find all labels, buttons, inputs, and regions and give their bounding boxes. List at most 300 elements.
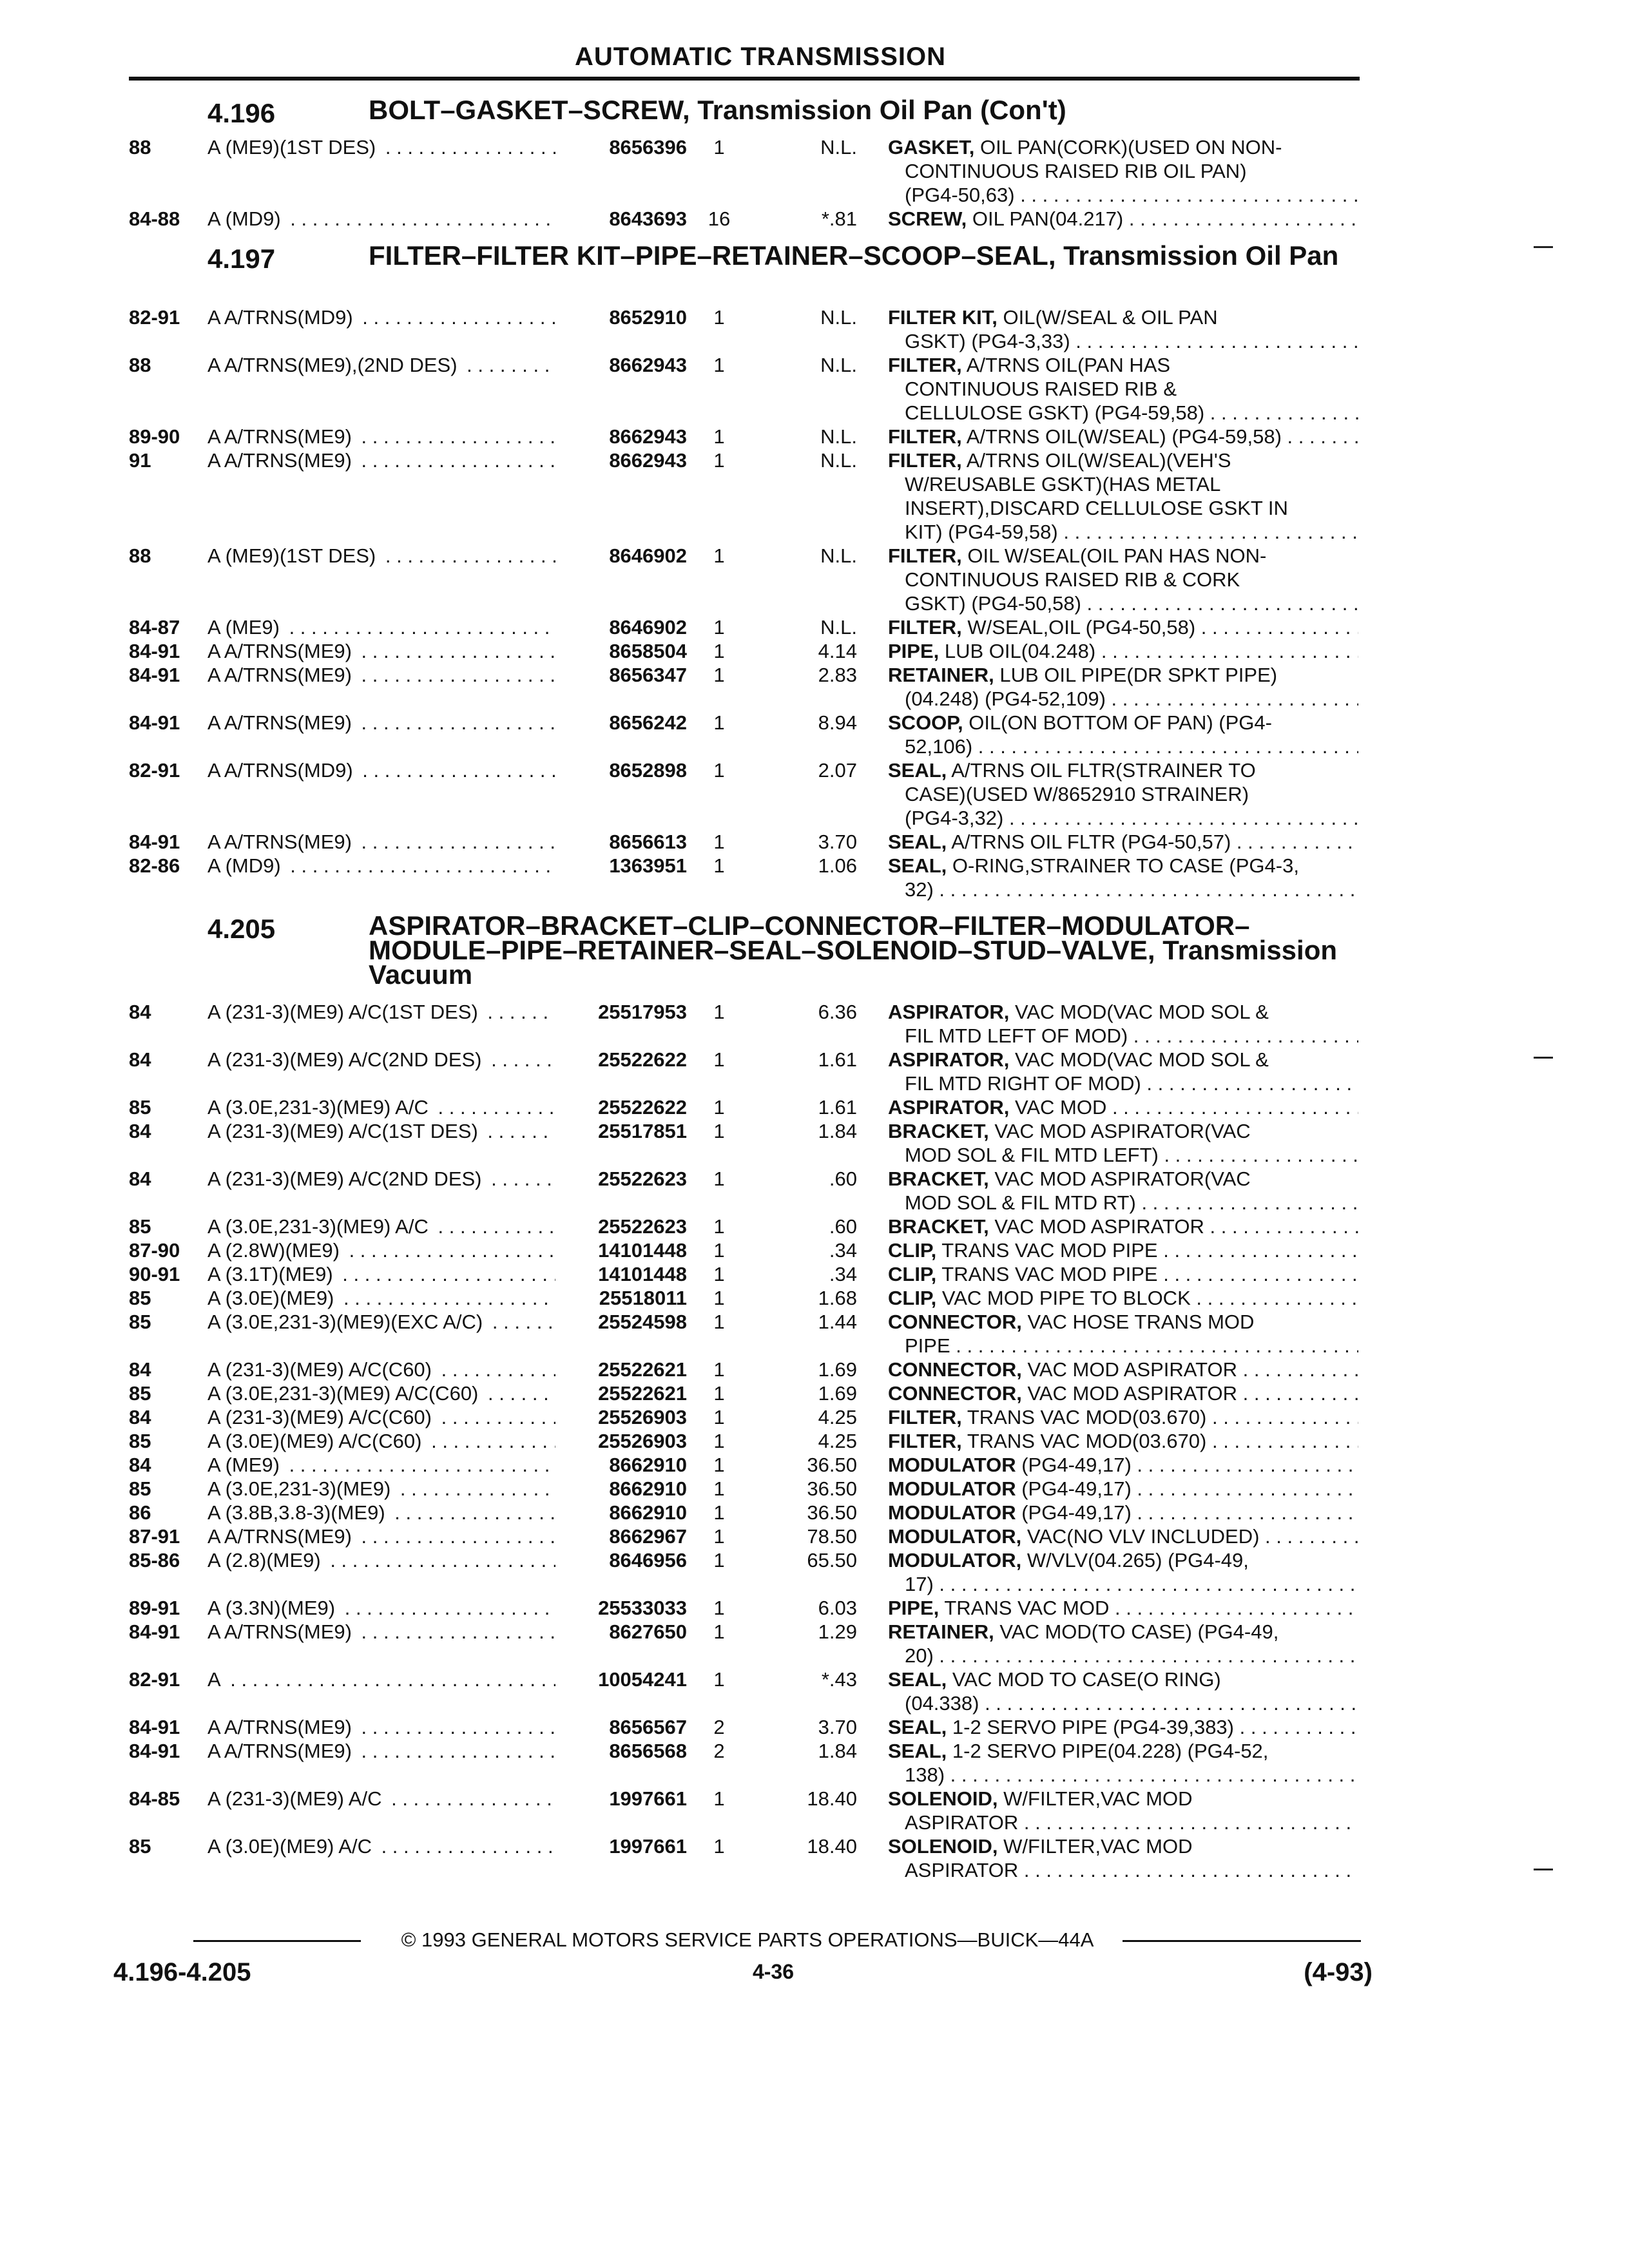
model-years: 84-91 [129, 831, 180, 853]
part-name-detail: LUB OIL(04.248) [944, 640, 1096, 662]
part-name [888, 305, 1358, 353]
part-name-line [888, 663, 1358, 687]
application-text: A [207, 1668, 225, 1691]
part-name [888, 830, 1358, 854]
price: N.L. [820, 136, 857, 159]
part-number: 25526903 [598, 1430, 687, 1452]
part-name-detail: OIL W/SEAL(OIL PAN HAS NON- [967, 544, 1267, 567]
quantity: 1 [713, 544, 725, 567]
price: 78.50 [807, 1525, 857, 1548]
application-description [207, 353, 555, 377]
model-years: 85 [129, 1215, 151, 1238]
model-years: 82-86 [129, 854, 180, 877]
part-name-line: ASPIRATOR . . . [888, 1811, 1358, 1834]
quantity: 1 [713, 1620, 725, 1643]
part-name [888, 1119, 1358, 1167]
application-text: A A/TRNS(ME9) [207, 640, 356, 662]
part-name-keyword: SEAL, [888, 854, 947, 877]
application-description [207, 1453, 555, 1477]
part-number: 8646956 [609, 1549, 687, 1571]
section-title [369, 240, 1361, 271]
part-name-keyword: ASPIRATOR, [888, 1096, 1010, 1119]
part-name-keyword: FILTER, [888, 616, 962, 639]
application-text: A (ME9) [207, 1454, 284, 1476]
price: 1.69 [818, 1382, 857, 1405]
part-number: 25517851 [598, 1120, 687, 1142]
section-title [369, 910, 1361, 990]
footer-revision-date: (4-93) [1304, 1958, 1373, 1986]
part-name-keyword: CLIP, [888, 1239, 937, 1262]
part-name-detail: VAC MOD TO CASE(O RING) [952, 1668, 1221, 1691]
application-text: A (231-3)(ME9) A/C(1ST DES) [207, 1120, 482, 1142]
part-name-line [888, 1238, 1358, 1262]
section-number: 4.205 [207, 914, 276, 944]
part-name [888, 1596, 1358, 1620]
part-name-line [888, 1453, 1358, 1477]
part-name [888, 711, 1358, 758]
part-name-line [888, 1286, 1358, 1310]
part-name-line: GSKT) (PG4-50,58) . . . [888, 591, 1358, 615]
part-name-detail: A/TRNS OIL FLTR(STRAINER TO [951, 759, 1256, 782]
part-name-line: (04.338) . . . [888, 1691, 1358, 1715]
quantity: 1 [713, 1787, 725, 1810]
price: 1.61 [818, 1096, 857, 1119]
part-number: 25533033 [598, 1597, 687, 1619]
part-name-keyword: PIPE, [888, 640, 940, 662]
model-years: 84-85 [129, 1787, 180, 1810]
part-name-detail: 1-2 SERVO PIPE(04.228) (PG4-52, [952, 1740, 1269, 1762]
application-text: A A/TRNS(MD9) [207, 306, 357, 329]
part-name-keyword: MODULATOR [888, 1477, 1016, 1500]
quantity: 1 [713, 1120, 725, 1142]
part-name [888, 1453, 1358, 1477]
part-name-detail: W/SEAL,OIL (PG4-50,58) [967, 616, 1196, 639]
model-years: 89-90 [129, 425, 180, 448]
part-name-line [888, 1739, 1358, 1763]
part-number: 8643693 [609, 207, 687, 230]
part-name-line [888, 135, 1358, 159]
part-number: 8656568 [609, 1740, 687, 1762]
quantity: 2 [713, 1716, 725, 1738]
part-name-detail: (PG4-49,17) [1021, 1454, 1132, 1476]
application-description [207, 1596, 555, 1620]
application-text: A (231-3)(ME9) A/C(C60) [207, 1358, 436, 1381]
part-name-detail: A/TRNS OIL(PAN HAS [966, 354, 1171, 376]
model-years: 82-91 [129, 759, 180, 782]
part-name [888, 207, 1358, 231]
part-name-line [888, 1429, 1358, 1453]
part-name [888, 544, 1358, 615]
part-name [888, 1787, 1358, 1834]
part-name-detail: TRANS VAC MOD [944, 1597, 1110, 1619]
part-name-keyword: SEAL, [888, 831, 947, 853]
model-years: 84 [129, 1120, 151, 1142]
model-years: 91 [129, 449, 151, 472]
model-years: 84-91 [129, 1620, 180, 1643]
part-name-detail: OIL(W/SEAL & OIL PAN [1003, 306, 1218, 329]
quantity: 1 [713, 1263, 725, 1285]
part-name-keyword: RETAINER, [888, 1620, 994, 1643]
part-number: 25524598 [598, 1311, 687, 1333]
footer-copyright: © 1993 GENERAL MOTORS SERVICE PARTS OPERATIONS—BUICK—44A [401, 1928, 1094, 1951]
model-years: 84 [129, 1001, 151, 1023]
model-years: 82-91 [129, 1668, 180, 1691]
application-description [207, 1501, 555, 1524]
part-name [888, 1381, 1358, 1405]
price: 1.69 [818, 1358, 857, 1381]
section-title-parts: ASPIRATOR–BRACKET–CLIP–CONNECTOR–FILTER–MODULATOR–MODULE–PIPE–RETAINER–SEAL–SOLENOID–STUD–VALVE, [369, 910, 1250, 965]
part-name-detail: (PG4-49,17) [1021, 1501, 1132, 1524]
part-name-detail: VAC MOD(VAC MOD SOL & [1014, 1048, 1269, 1071]
footer-rule-left [193, 1940, 361, 1942]
application-text: A (MD9) [207, 207, 285, 230]
part-name-line: FIL MTD RIGHT OF MOD) . . . [888, 1072, 1358, 1095]
part-name [888, 1000, 1358, 1048]
part-name-line [888, 1596, 1358, 1620]
model-years: 89-91 [129, 1597, 180, 1619]
application-text: A A/TRNS(ME9) [207, 1620, 356, 1643]
quantity: 1 [713, 354, 725, 376]
price: .60 [829, 1215, 857, 1238]
application-text: A A/TRNS(ME9),(2ND DES) [207, 354, 461, 376]
margin-mark [1534, 1869, 1553, 1870]
application-text: A (231-3)(ME9) A/C [207, 1787, 385, 1810]
part-number: 1997661 [609, 1787, 687, 1810]
part-number: 8662943 [609, 354, 687, 376]
footer-page-number: 4-36 [752, 1960, 795, 1983]
part-name [888, 1167, 1358, 1215]
part-name-line [888, 305, 1358, 329]
price: *.81 [821, 207, 857, 230]
part-number: 14101448 [598, 1239, 687, 1262]
quantity: 1 [713, 1358, 725, 1381]
part-name-line: (PG4-50,63) . . . [888, 183, 1358, 207]
part-name-detail: VAC HOSE TRANS MOD [1027, 1311, 1255, 1333]
part-name-line [888, 1834, 1358, 1858]
part-number: 8662967 [609, 1525, 687, 1548]
quantity: 1 [713, 1835, 725, 1858]
application-description [207, 1477, 555, 1501]
model-years: 85 [129, 1382, 151, 1405]
application-text: A (3.0E,231-3)(ME9) A/C(C60) [207, 1382, 482, 1405]
part-name-line [888, 1000, 1358, 1024]
model-years: 88 [129, 136, 151, 159]
price: N.L. [820, 449, 857, 472]
application-text: A A/TRNS(ME9) [207, 1716, 356, 1738]
section-title-parts: BOLT–GASKET–SCREW, [369, 95, 690, 125]
part-name [888, 1715, 1358, 1739]
part-name-line: CASE)(USED W/8652910 STRAINER) [905, 783, 1249, 805]
part-name-line: (04.248) (PG4-52,109) . . . [888, 687, 1358, 711]
part-number: 25522621 [598, 1358, 687, 1381]
part-name-line [888, 207, 1358, 231]
part-name [888, 1286, 1358, 1310]
part-name-keyword: FILTER, [888, 354, 962, 376]
part-name-keyword: MODULATOR [888, 1501, 1016, 1524]
model-years: 82-91 [129, 306, 180, 329]
part-name-keyword: FILTER KIT, [888, 306, 998, 329]
price: 18.40 [807, 1835, 857, 1858]
part-name [888, 1548, 1358, 1596]
part-name-detail: LUB OIL PIPE(DR SPKT PIPE) [999, 664, 1278, 686]
part-name-line: 52,106) . . . [888, 735, 1358, 758]
part-name [888, 1095, 1358, 1119]
part-name-detail: VAC MOD ASPIRATOR(VAC [994, 1168, 1251, 1190]
application-text: A (MD9) [207, 854, 285, 877]
part-name-line [888, 615, 1358, 639]
quantity: 1 [713, 1668, 725, 1691]
section-number: 4.197 [207, 244, 276, 274]
application-description [207, 1524, 555, 1548]
part-name [888, 425, 1358, 448]
model-years: 84-87 [129, 616, 180, 639]
part-name-detail: VAC(NO VLV INCLUDED) [1027, 1525, 1260, 1548]
part-name-line: CONTINUOUS RAISED RIB OIL PAN) [905, 160, 1247, 182]
part-name [888, 1501, 1358, 1524]
application-text: A A/TRNS(ME9) [207, 831, 356, 853]
part-name-detail: W/FILTER,VAC MOD [1003, 1787, 1193, 1810]
price: 1.61 [818, 1048, 857, 1071]
application-text: A (3.0E)(ME9) A/C(C60) [207, 1430, 425, 1452]
part-name [888, 1262, 1358, 1286]
part-name [888, 1477, 1358, 1501]
part-name-detail: VAC MOD ASPIRATOR(VAC [994, 1120, 1251, 1142]
part-name [888, 1215, 1358, 1238]
part-name [888, 1834, 1358, 1882]
price: N.L. [820, 544, 857, 567]
part-name-detail: O-RING,STRAINER TO CASE (PG4-3, [952, 854, 1299, 877]
quantity: 1 [713, 1477, 725, 1500]
part-number: 10054241 [598, 1668, 687, 1691]
application-description [207, 1167, 555, 1191]
application-text: A (231-3)(ME9) A/C(1ST DES) [207, 1001, 482, 1023]
part-number: 8662943 [609, 449, 687, 472]
model-years: 85 [129, 1835, 151, 1858]
part-name [888, 1620, 1358, 1667]
model-years: 84-91 [129, 1716, 180, 1738]
price: 65.50 [807, 1549, 857, 1571]
part-name-detail: VAC MOD PIPE TO BLOCK [941, 1287, 1191, 1309]
part-name-detail: VAC MOD(VAC MOD SOL & [1014, 1001, 1269, 1023]
part-name [888, 663, 1358, 711]
part-number: 25522623 [598, 1168, 687, 1190]
application-description [207, 1095, 555, 1119]
part-name-keyword: FILTER, [888, 1406, 962, 1428]
price: 18.40 [807, 1787, 857, 1810]
part-name-line [888, 711, 1358, 735]
application-description [207, 305, 555, 329]
part-name-detail: TRANS VAC MOD(03.670) [967, 1430, 1207, 1452]
quantity: 1 [713, 1096, 725, 1119]
price: 1.68 [818, 1287, 857, 1309]
part-name-line: MOD SOL & FIL MTD RT) . . . [888, 1191, 1358, 1215]
part-name-line [888, 448, 1358, 472]
part-name-detail: A/TRNS OIL(W/SEAL) (PG4-59,58) [966, 425, 1282, 448]
price: 36.50 [807, 1454, 857, 1476]
application-text: A A/TRNS(ME9) [207, 664, 356, 686]
part-name-keyword: BRACKET, [888, 1168, 989, 1190]
part-name-keyword: SEAL, [888, 1716, 947, 1738]
model-years: 84 [129, 1454, 151, 1476]
quantity: 1 [713, 1454, 725, 1476]
price: N.L. [820, 425, 857, 448]
part-name-line [888, 1477, 1358, 1501]
price: .34 [829, 1239, 857, 1262]
part-name-keyword: CLIP, [888, 1287, 937, 1309]
application-description [207, 854, 555, 878]
part-name-line [888, 1715, 1358, 1739]
price: 3.70 [818, 831, 857, 853]
quantity: 1 [713, 831, 725, 853]
part-name-line: 17) . . . [888, 1572, 1358, 1596]
part-name-detail: W/FILTER,VAC MOD [1003, 1835, 1193, 1858]
part-number: 8658504 [609, 640, 687, 662]
application-text: A A/TRNS(MD9) [207, 759, 357, 782]
application-description [207, 1048, 555, 1072]
part-name-line: CELLULOSE GSKT) (PG4-59,58) . . . [888, 401, 1358, 425]
part-name [888, 353, 1358, 425]
quantity: 1 [713, 1501, 725, 1524]
part-name-keyword: SCOOP, [888, 711, 963, 734]
part-name-detail: VAC MOD ASPIRATOR [1027, 1382, 1238, 1405]
model-years: 84 [129, 1168, 151, 1190]
part-name-keyword: MODULATOR, [888, 1549, 1022, 1571]
application-description [207, 1405, 555, 1429]
part-number: 1363951 [609, 854, 687, 877]
part-name-line [888, 1119, 1358, 1143]
part-number: 25522623 [598, 1215, 687, 1238]
quantity: 1 [713, 664, 725, 686]
application-description [207, 1548, 555, 1572]
part-name-line [888, 1358, 1358, 1381]
application-text: A A/TRNS(ME9) [207, 425, 356, 448]
price: *.43 [821, 1668, 857, 1691]
price: N.L. [820, 306, 857, 329]
part-name-line [888, 1262, 1358, 1286]
footer-section-range: 4.196-4.205 [113, 1958, 251, 1986]
part-name [888, 639, 1358, 663]
application-text: A A/TRNS(ME9) [207, 711, 356, 734]
price: 1.84 [818, 1120, 857, 1142]
quantity: 2 [713, 1740, 725, 1762]
part-name-keyword: BRACKET, [888, 1215, 989, 1238]
part-name-keyword: SOLENOID, [888, 1835, 998, 1858]
part-name-line: W/REUSABLE GSKT)(HAS METAL [905, 473, 1221, 495]
part-number: 25526903 [598, 1406, 687, 1428]
part-name-line: GSKT) (PG4-3,33) . . . [888, 329, 1358, 353]
price: 36.50 [807, 1477, 857, 1500]
part-number: 25517953 [598, 1001, 687, 1023]
part-name-line: FIL MTD LEFT OF MOD) . . . [888, 1024, 1358, 1048]
application-description [207, 1119, 555, 1143]
part-name-line: INSERT),DISCARD CELLULOSE GSKT IN [905, 497, 1288, 519]
quantity: 1 [713, 616, 725, 639]
application-description [207, 711, 555, 735]
part-number: 1997661 [609, 1835, 687, 1858]
part-number: 25522622 [598, 1048, 687, 1071]
part-name [888, 1358, 1358, 1381]
part-name [888, 1739, 1358, 1787]
application-description [207, 1238, 555, 1262]
part-name-detail: OIL PAN(CORK)(USED ON NON- [979, 136, 1282, 159]
quantity: 1 [713, 1168, 725, 1190]
model-years: 90-91 [129, 1263, 180, 1285]
part-name-keyword: FILTER, [888, 1430, 962, 1452]
part-number: 8656613 [609, 831, 687, 853]
application-description [207, 1262, 555, 1286]
application-description [207, 615, 555, 639]
part-name-line [888, 639, 1358, 663]
part-number: 8627650 [609, 1620, 687, 1643]
part-name-line [888, 854, 1358, 878]
part-number: 8652910 [609, 306, 687, 329]
part-number: 8656396 [609, 136, 687, 159]
application-text: A (3.0E,231-3)(ME9) A/C [207, 1096, 432, 1119]
page-header-title: AUTOMATIC TRANSMISSION [574, 43, 947, 71]
quantity: 1 [713, 1525, 725, 1548]
part-name-keyword: FILTER, [888, 449, 962, 472]
model-years: 84-91 [129, 1740, 180, 1762]
part-name-line [888, 1310, 1358, 1334]
part-name-keyword: FILTER, [888, 544, 962, 567]
application-description [207, 448, 555, 472]
quantity: 1 [713, 425, 725, 448]
application-text: A (3.3N)(ME9) [207, 1597, 339, 1619]
part-name-line: 20) . . . [888, 1644, 1358, 1667]
margin-mark [1534, 1057, 1553, 1059]
price: 2.07 [818, 759, 857, 782]
application-text: A A/TRNS(ME9) [207, 1525, 356, 1548]
part-name [888, 448, 1358, 544]
model-years: 87-90 [129, 1239, 180, 1262]
model-years: 87-91 [129, 1525, 180, 1548]
part-name [888, 1667, 1358, 1715]
section-title-group: Transmission Oil Pan (Con't) [697, 95, 1066, 125]
model-years: 84-91 [129, 711, 180, 734]
application-text: A (3.0E)(ME9) A/C [207, 1835, 376, 1858]
part-name-keyword: SEAL, [888, 759, 947, 782]
application-description [207, 207, 555, 231]
part-name [888, 854, 1358, 901]
part-name-line [888, 1548, 1358, 1572]
application-description [207, 1310, 555, 1334]
part-name-line [888, 758, 1358, 782]
part-name-keyword: SOLENOID, [888, 1787, 998, 1810]
part-name [888, 1048, 1358, 1095]
price: 8.94 [818, 711, 857, 734]
part-number: 8662910 [609, 1454, 687, 1476]
model-years: 84-88 [129, 207, 180, 230]
footer-rule-right [1123, 1940, 1361, 1942]
part-number: 8652898 [609, 759, 687, 782]
price: 1.44 [818, 1311, 857, 1333]
application-description [207, 1715, 555, 1739]
part-name-line: PIPE . . . [888, 1334, 1358, 1358]
part-name-line [888, 1620, 1358, 1644]
part-number: 8662943 [609, 425, 687, 448]
part-number: 8656567 [609, 1716, 687, 1738]
part-name-keyword: ASPIRATOR, [888, 1048, 1010, 1071]
part-name-keyword: MODULATOR, [888, 1525, 1022, 1548]
part-name-detail: OIL PAN(04.217) [972, 207, 1124, 230]
price: 4.25 [818, 1406, 857, 1428]
part-name-keyword: PIPE, [888, 1597, 940, 1619]
part-name-line: CONTINUOUS RAISED RIB & CORK [905, 568, 1240, 591]
application-description [207, 830, 555, 854]
application-description [207, 1358, 555, 1381]
part-name-keyword: MODULATOR [888, 1454, 1016, 1476]
price: 4.14 [818, 640, 857, 662]
